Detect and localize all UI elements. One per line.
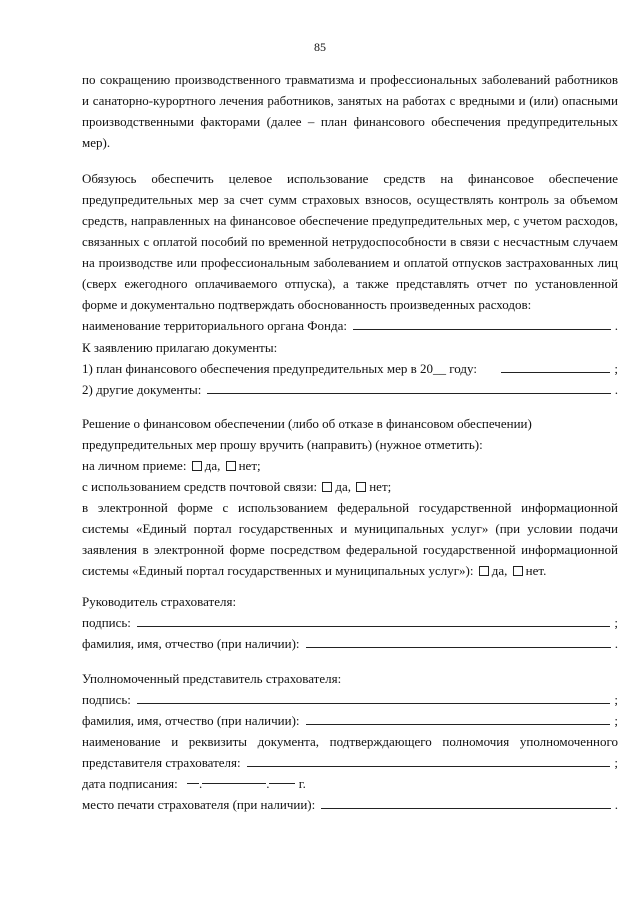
- stamp-line: [321, 808, 611, 809]
- text-line: системы «Единый портал государственных и муниципальных услуг» (при условии подачи: [82, 521, 618, 536]
- punct: .: [614, 382, 618, 397]
- page-number: 85: [314, 40, 326, 54]
- representative-section: [82, 668, 618, 815]
- electronic-yes-checkbox[interactable]: [479, 566, 489, 576]
- text-line: средств, направленных на финансовое обеспечение предупредительных мер, с учетом расходов,: [82, 213, 618, 228]
- punct: .: [614, 797, 618, 812]
- text-line: на производстве или профессиональным заболеванием и оплатой отпусков застрахованных лиц: [82, 255, 618, 270]
- punct: ;: [614, 615, 618, 630]
- fund-name-line: [353, 329, 611, 330]
- text-line: Обязуюсь обеспечить целевое использование средств на финансовое обеспечение: [82, 171, 618, 186]
- no-label: нет;: [238, 458, 261, 473]
- text-line: форме и документально подтверждать обоснованность произведенных расходов:: [82, 297, 532, 312]
- punct: ;: [614, 713, 618, 728]
- attachment-other-line: [207, 393, 610, 394]
- attachment-other-label: 2) другие документы:: [82, 382, 202, 397]
- post-yes-checkbox[interactable]: [322, 482, 332, 492]
- fio-label: фамилия, имя, отчество (при наличии):: [82, 636, 300, 651]
- attachment-plan-label: 1) план финансового обеспечения предупредительных мер в 20__ году:: [82, 361, 477, 376]
- rep-document-field[interactable]: [82, 752, 618, 773]
- text-line: предупредительных мер прошу вручить (направить) (нужное отметить):: [82, 437, 483, 452]
- post-label: с использованием средств почтовой связи:: [82, 479, 318, 494]
- representative-title: Уполномоченный представитель страхователя:: [82, 671, 342, 686]
- text-line: наименование и реквизиты документа, подтверждающего полномочия уполномоченного: [82, 734, 618, 749]
- date-year-line: [269, 783, 295, 784]
- text-line: (сверх ежегодного оплачиваемого отпуска), а также представлять отчет по установленной: [82, 276, 618, 291]
- signature-line: [137, 626, 610, 627]
- yes-label: да,: [491, 563, 508, 578]
- fio-label: фамилия, имя, отчество (при наличии):: [82, 713, 300, 728]
- punct: ;: [614, 692, 618, 707]
- yes-label: да,: [335, 479, 351, 494]
- electronic-no-checkbox[interactable]: [513, 566, 523, 576]
- attachments-title: К заявлению прилагаю документы:: [82, 340, 278, 355]
- head-signature-field[interactable]: [82, 612, 618, 633]
- head-title: Руководитель страхователя:: [82, 594, 237, 609]
- signature-line: [137, 703, 610, 704]
- yes-label: да,: [204, 458, 221, 473]
- punct: .: [614, 636, 618, 651]
- document-line: [247, 766, 611, 767]
- electronic-label: системы «Единый портал государственных и муниципальных услуг»):: [82, 563, 474, 578]
- text-line: в электронной форме с использованием федеральной государственной информационной: [82, 500, 618, 515]
- post-option: [82, 476, 618, 497]
- post-no-checkbox[interactable]: [356, 482, 366, 492]
- fund-name-label: наименование территориального органа Фонда:: [82, 318, 348, 333]
- attachment-other-field[interactable]: [82, 379, 618, 400]
- head-section: [82, 591, 618, 654]
- date-label: дата подписания:: [82, 776, 178, 791]
- in-person-option: [82, 455, 618, 476]
- paragraph-plan: [82, 69, 618, 153]
- head-fio-field[interactable]: [82, 633, 618, 654]
- punct: .: [614, 318, 618, 333]
- rep-signature-field[interactable]: [82, 689, 618, 710]
- stamp-label: место печати страхователя (при наличии):: [82, 797, 316, 812]
- signature-label: подпись:: [82, 615, 131, 630]
- punct: ;: [614, 755, 618, 770]
- attachment-plan-line: [501, 372, 610, 373]
- in-person-no-checkbox[interactable]: [226, 461, 236, 471]
- fund-name-field[interactable]: [82, 315, 618, 336]
- text-line: мер).: [82, 135, 111, 150]
- attachments-section: [82, 337, 618, 400]
- text-line: Решение о финансовом обеспечении (либо об отказе в финансовом обеспечении): [82, 416, 532, 431]
- document-label: представителя страхователя:: [82, 755, 241, 770]
- text-line: связанных с оплатой пособий по временной нетрудоспособности в связи с несчастным случаем: [82, 234, 618, 249]
- date-suffix: г.: [298, 776, 306, 791]
- signing-date-field[interactable]: дата подписания: . . г.: [82, 776, 306, 791]
- text-line: заявления в электронной форме посредством федеральной государственной информационной: [82, 542, 618, 557]
- punct: ;: [614, 361, 618, 376]
- in-person-yes-checkbox[interactable]: [192, 461, 202, 471]
- fio-line: [306, 724, 611, 725]
- date-month-line: [202, 783, 266, 784]
- text-line: предупредительных мер за счет сумм страховых взносов, осуществлять контроль за объемом: [82, 192, 618, 207]
- electronic-option: [82, 560, 618, 581]
- text-line: по сокращению производственного травматизма и профессиональных заболеваний работников: [82, 72, 618, 87]
- text-line: производственными факторами (далее – план финансового обеспечения предупредительных: [82, 114, 618, 129]
- paragraph-obligation: [82, 168, 618, 336]
- text-line: и санаторно-курортного лечения работников, занятых на работах с вредными и (или) опасными: [82, 93, 618, 108]
- in-person-label: на личном приеме:: [82, 458, 187, 473]
- attachment-plan-field[interactable]: [82, 358, 618, 379]
- no-label: нет;: [369, 479, 392, 494]
- rep-fio-field[interactable]: [82, 710, 618, 731]
- no-label: нет.: [525, 563, 547, 578]
- fio-line: [306, 647, 611, 648]
- stamp-field[interactable]: [82, 794, 618, 815]
- delivery-section: [82, 413, 618, 581]
- signature-label: подпись:: [82, 692, 131, 707]
- date-day-line: [187, 783, 199, 784]
